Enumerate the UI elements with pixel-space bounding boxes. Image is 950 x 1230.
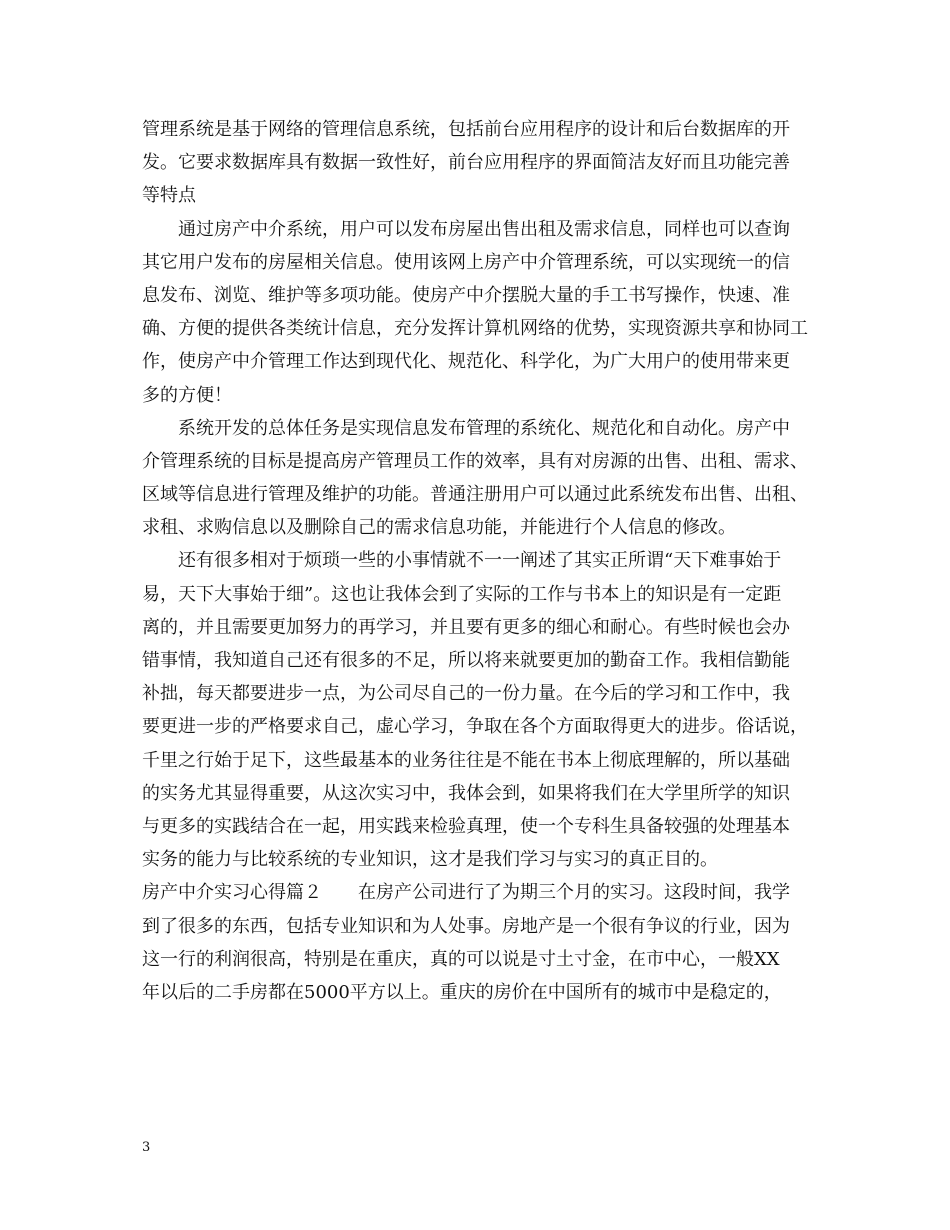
text-line: 区域等信息进行管理及维护的功能。普通注册用户可以通过此系统发布出售、出租、 [142, 484, 808, 506]
paragraph-start-line: 还有很多相对于烦琐一些的小事情就不一一阐述了其实正所谓“天下难事始于 [178, 550, 782, 572]
text-line: 这一行的利润很高，特别是在重庆，真的可以说是寸土寸金，在市中心，一般XX [142, 948, 780, 970]
text-line: 与更多的实践结合在一起，用实践来检验真理，使一个专科生具备较强的处理基本 [142, 815, 790, 837]
text-line: 千里之行始于足下，这些最基本的业务往往是不能在书本上彻底理解的，所以基础 [142, 749, 790, 771]
text-line: 发。它要求数据库具有数据一致性好，前台应用程序的界面简洁友好而且功能完善 [142, 152, 790, 174]
text-line: 多的方便！ [142, 384, 232, 406]
text-line: 易，天下大事始于细”。这也让我体会到了实际的工作与书本上的知识是有一定距 [142, 583, 782, 605]
text-line: 息发布、浏览、维护等多项功能。使房产中介摆脱大量的手工书写操作，快速、准 [142, 284, 790, 306]
text-line: 管理系统是基于网络的管理信息系统，包括前台应用程序的设计和后台数据库的开 [142, 119, 790, 140]
section-heading-line: 房产中介实习心得篇２ 在房产公司进行了为期三个月的实习。这段时间，我学 [142, 882, 790, 904]
body-text [142, 113, 814, 1009]
text-line: 求租、求购信息以及删除自己的需求信息功能，并能进行个人信息的修改。 [142, 517, 736, 539]
text-line: 等特点 [142, 185, 196, 207]
text-line: 的实务尤其显得重要，从这次实习中，我体会到，如果将我们在大学里所学的知识 [142, 782, 790, 804]
text-line: 确、方便的提供各类统计信息，充分发挥计算机网络的优势，实现资源共享和协同工 [142, 318, 808, 340]
text-line: 错事情，我知道自己还有很多的不足，所以将来就要更加的勤奋工作。我相信勤能 [142, 650, 790, 671]
text-line: 作，使房产中介管理工作达到现代化、规范化、科学化，为广大用户的使用带来更 [142, 351, 790, 373]
text-line: 实务的能力与比较系统的专业知识，这才是我们学习与实习的真正目的。 [142, 849, 718, 871]
text-line: 其它用户发布的房屋相关信息。使用该网上房产中介管理系统，可以实现统一的信 [142, 251, 790, 273]
text-line: 补拙，每天都要进步一点，为公司尽自己的一份力量。在今后的学习和工作中，我 [142, 683, 790, 705]
text-line: 介管理系统的目标是提高房产管理员工作的效率，具有对房源的出售、出租、需求、 [142, 450, 808, 472]
text-line: 要更进一步的严格要求自己，虚心学习，争取在各个方面取得更大的进步。俗话说， [142, 716, 808, 738]
page-number: 3 [142, 1140, 151, 1155]
paragraph-start-line: 系统开发的总体任务是实现信息发布管理的系统化、规范化和自动化。房产中 [178, 417, 790, 439]
text-line: 离的，并且需要更加努力的再学习，并且要有更多的细心和耐心。有些时候也会办 [142, 616, 790, 638]
paragraph-start-line: 通过房产中介系统，用户可以发布房屋出售出租及需求信息，同样也可以查询 [178, 218, 790, 240]
text-line: 年以后的二手房都在5000平方以上。重庆的房价在中国所有的城市中是稳定的， [142, 981, 782, 1003]
text-line: 到了很多的东西，包括专业知识和为人处事。房地产是一个很有争议的行业，因为 [142, 915, 790, 937]
